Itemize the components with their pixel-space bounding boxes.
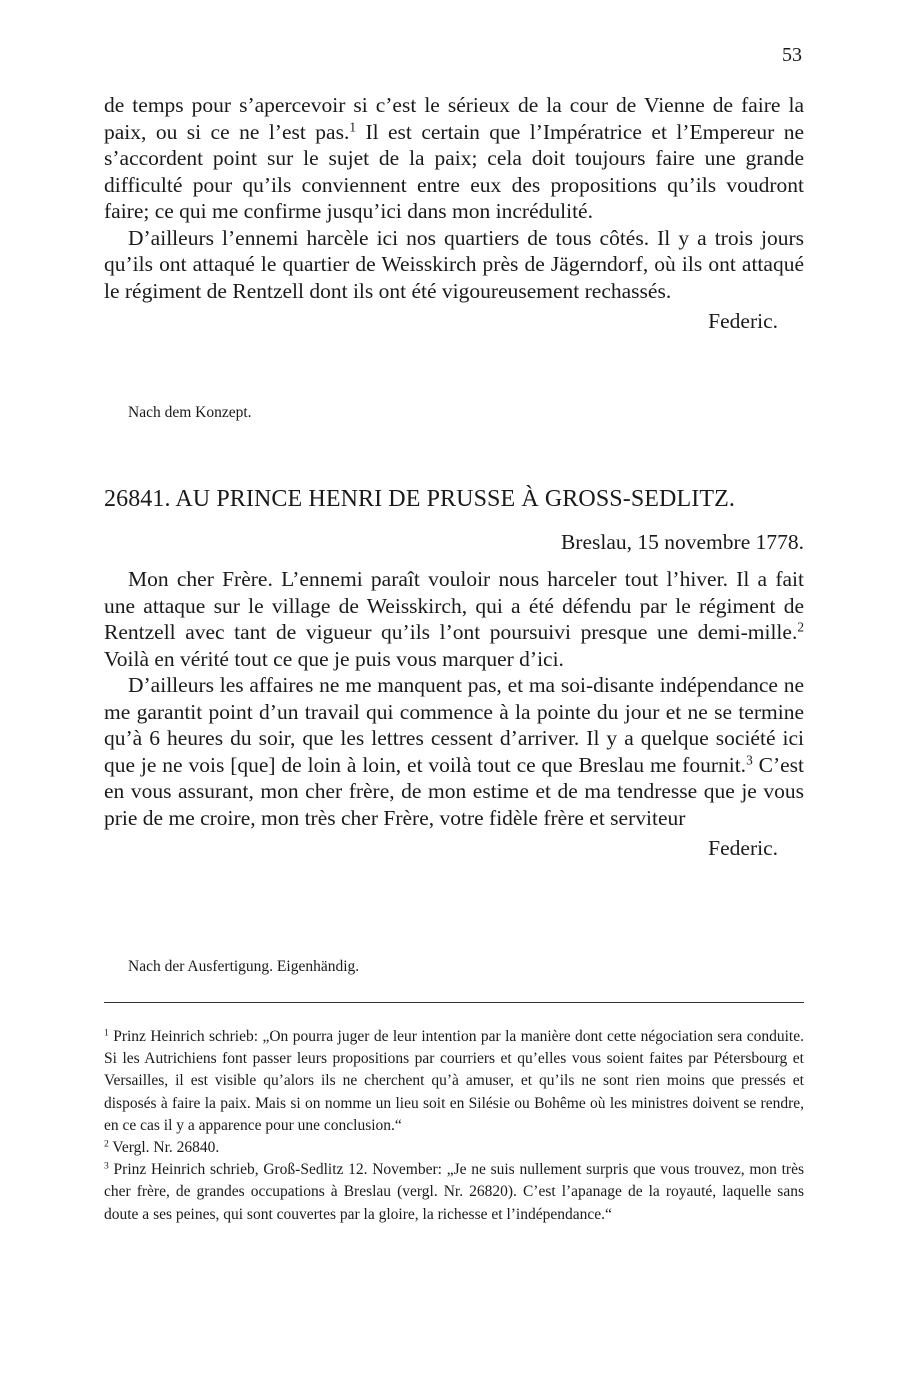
source-note: Nach der Ausfertigung. Eigenhändig.: [128, 958, 360, 975]
signature: Federic.: [708, 309, 778, 333]
footnotes: [104, 1026, 804, 1226]
footnote: $^3$ Prinz Heinrich schrieb, Groß-Sedlitz 12. November: „Je ne suis nullement surpris que vous trouvez, mon très cher frère, de grandes occupations à Breslau (vergl. Nr. 26820). C’est l’apanage de la royauté, laquelle sans doute a ses peines, qui sont couvertes par la gloire, la richesse et l’indépendance.“: [104, 1160, 804, 1223]
page-number: 53: [782, 44, 802, 66]
footnote-ref[interactable]: 1: [349, 119, 356, 135]
source-note: Nach dem Konzept.: [128, 404, 252, 421]
paragraph: Mon cher Frère. L’ennemi paraît vouloir nous harceler tout l’hiver. Il a fait une attaque sur le village de Weisskirch, qui a été défendu par le régiment de Rentzell avec tant de vigueur qu’ils l’ont poursuivi presque une demi-mille.$^2$ Voilà en vérité tout ce que je puis vous marquer d’ici.: [104, 567, 804, 671]
paragraph: de temps pour s’apercevoir si c’est le sérieux de la cour de Vienne de faire la paix, ou si ce ne l’est pas.$^1$ Il est certain que l’Impératrice et l’Empereur ne s’accordent point sur le sujet de la paix; cela doit toujours faire une grande difficulté pour qu’ils conviennent entre eux des propositions qu’ils voudront faire; ce qui me confirme jusqu’ici dans mon incrédulité.: [104, 93, 804, 223]
footnote-mark: 3: [104, 1160, 109, 1172]
signature: Federic.: [708, 836, 778, 860]
footnote-ref[interactable]: 3: [746, 752, 753, 768]
footnote: $^2$ Vergl. Nr. 26840.: [104, 1138, 220, 1157]
footnote-divider: [104, 1002, 804, 1003]
paragraph: D’ailleurs l’ennemi harcèle ici nos quartiers de tous côtés. Il y a trois jours qu’ils ont attaqué le quartier de Weisskirch près de Jägerndorf, où ils ont attaqué le régiment de Rentzell dont ils ont été vigoureusement rechassés.: [104, 225, 804, 303]
letter-heading: 26841. AU PRINCE HENRI DE PRUSSE À GROSS-SEDLITZ.: [104, 486, 735, 512]
letter-continuation: [104, 92, 804, 334]
paragraph: D’ailleurs les affaires ne me manquent pas, et ma soi-disante indépendance ne me garantit point d’un travail qui commence à la pointe du jour et ne se termine qu’à 6 heures du soir, que les lettres cessent d’arriver. Il y a quelque société ici que je ne vois [que] de loin à loin, et voilà tout ce que Breslau me fournit.$^3$ C’est en vous assurant, mon cher frère, de mon estime et de ma tendresse que je vous prie de me croire, mon très cher Frère, votre fidèle frère et serviteur: [104, 673, 804, 830]
footnote-ref[interactable]: 2: [797, 619, 804, 635]
dateline: Breslau, 15 novembre 1778.: [560, 530, 804, 554]
footnote-mark: 2: [104, 1138, 109, 1150]
letter-body: [104, 566, 804, 861]
footnote-mark: 1: [104, 1027, 109, 1039]
footnote: $^1$ Prinz Heinrich schrieb: „On pourra juger de leur intention par la manière dont cette négociation sera conduite. Si les Autrichiens font passer leurs propositions par courriers et qu’elles vous soient faites par Pétersbourg et Versailles, il est visible qu’alors ils ne cherchent qu’à amuser, et qu’ils ne sont rien moins que pressés et disposés à faire la paix. Mais si on nomme un lieu soit en Silésie ou Bohême où les ministres doivent se rendre, en ce cas il y a apparence pour une conclusion.“: [104, 1027, 804, 1134]
